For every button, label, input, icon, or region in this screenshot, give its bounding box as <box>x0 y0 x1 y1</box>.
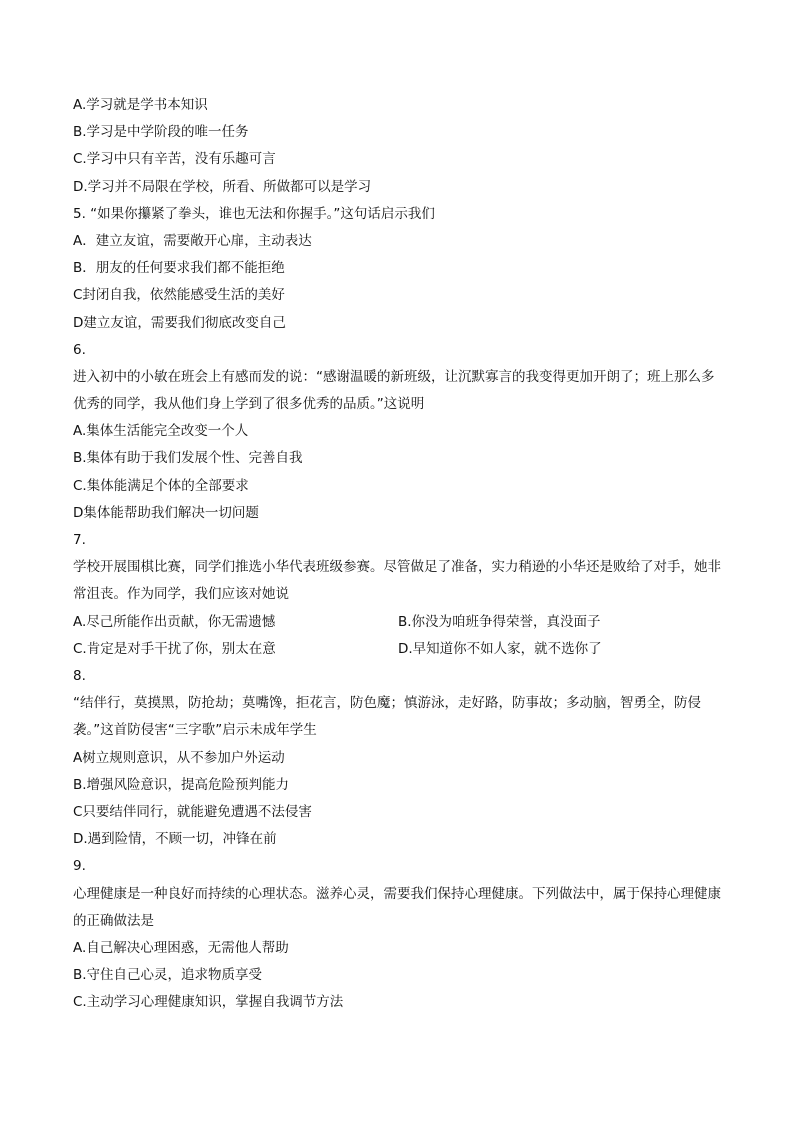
question-5 <box>73 201 723 337</box>
option-d: D.早知道你不如人家，就不选你了 <box>398 640 602 657</box>
question-number: 8. <box>73 668 86 684</box>
option-d: D.学习并不局限在学校，所看、所做都可以是学习 <box>73 178 372 195</box>
option-c: C.学习中只有辛苦，没有乐趣可言 <box>73 151 276 168</box>
option-a: A树立规则意识，从不参加户外运动 <box>73 749 285 766</box>
option-d: D集体能帮助我们解决一切问题 <box>73 504 259 521</box>
option-b: B．朋友的任何要求我们都不能拒绝 <box>73 260 285 277</box>
question-number: 9. <box>73 858 86 875</box>
exam-page <box>73 92 723 1017</box>
option-d: D.遇到险情，不顾一切，冲锋在前 <box>73 831 277 848</box>
option-b: B.你没为咱班争得荣誉，真没面子 <box>398 613 601 630</box>
option-a: A.尽己所能作出贡献，你无需遗憾 <box>73 613 276 630</box>
question-number: 7. <box>73 532 86 549</box>
option-d: D建立友谊，需要我们彻底改变自己 <box>73 314 286 331</box>
question-8 <box>73 663 723 853</box>
question-stem: 进入初中的小敏在班会上有感而发的说：“感谢温暖的新班级，让沉默寡言的我变得更加开朗了；班上那么多优秀的同学，我从他们身上学到了很多优秀的品质。”这说明 <box>73 368 715 413</box>
question-stem: “结伴行，莫摸黑，防抢劫；莫嘴馋，拒花言，防色魔；慎游泳，走好路，防事故；多动脑，智勇全，防侵袭。”这首防侵害“三字歌”启示未成年学生 <box>73 695 701 739</box>
option-b: B.集体有助于我们发展个性、完善自我 <box>73 450 303 467</box>
option-b: B.守住自己心灵，追求物质享受 <box>73 967 263 984</box>
question-7 <box>73 527 723 663</box>
option-a: A.集体生活能完全改变一个人 <box>73 423 249 440</box>
question-number: 6. <box>73 341 86 358</box>
option-c: C.肯定是对手干扰了你，别太在意 <box>73 640 276 657</box>
option-a: A．建立友谊，需要敞开心扉，主动表达 <box>73 232 312 249</box>
option-row <box>73 609 723 636</box>
option-a: A.学习就是学书本知识 <box>73 97 208 113</box>
question-stem: 心理健康是一种良好而持续的心理状态。滋养心灵，需要我们保持心理健康。下列做法中，属于保持心理健康的正确做法是 <box>73 885 721 929</box>
option-a: A.自己解决心理困惑，无需他人帮助 <box>73 939 289 956</box>
option-c: C.主动学习心理健康知识，掌握自我调节方法 <box>73 994 344 1011</box>
question-stem: 学校开展围棋比赛，同学们推选小华代表班级参赛。尽管做足了准备，实力稍逊的小华还是败给了对手，她非常沮丧。作为同学，我们应该对她说 <box>73 559 721 603</box>
option-b: B.增强风险意识，提高危险预判能力 <box>73 776 290 793</box>
question-4-options <box>73 92 723 201</box>
option-b: B.学习是中学阶段的唯一任务 <box>73 124 249 141</box>
option-c: C封闭自我，依然能感受生活的美好 <box>73 287 285 304</box>
option-c: C只要结伴同行，就能避免遭遇不法侵害 <box>73 803 312 820</box>
question-6 <box>73 337 723 527</box>
option-row <box>73 636 723 663</box>
question-stem: 5. “如果你攥紧了拳头，谁也无法和你握手。”这句话启示我们 <box>73 205 435 222</box>
question-9 <box>73 853 723 1016</box>
option-c: C.集体能满足个体的全部要求 <box>73 477 249 494</box>
